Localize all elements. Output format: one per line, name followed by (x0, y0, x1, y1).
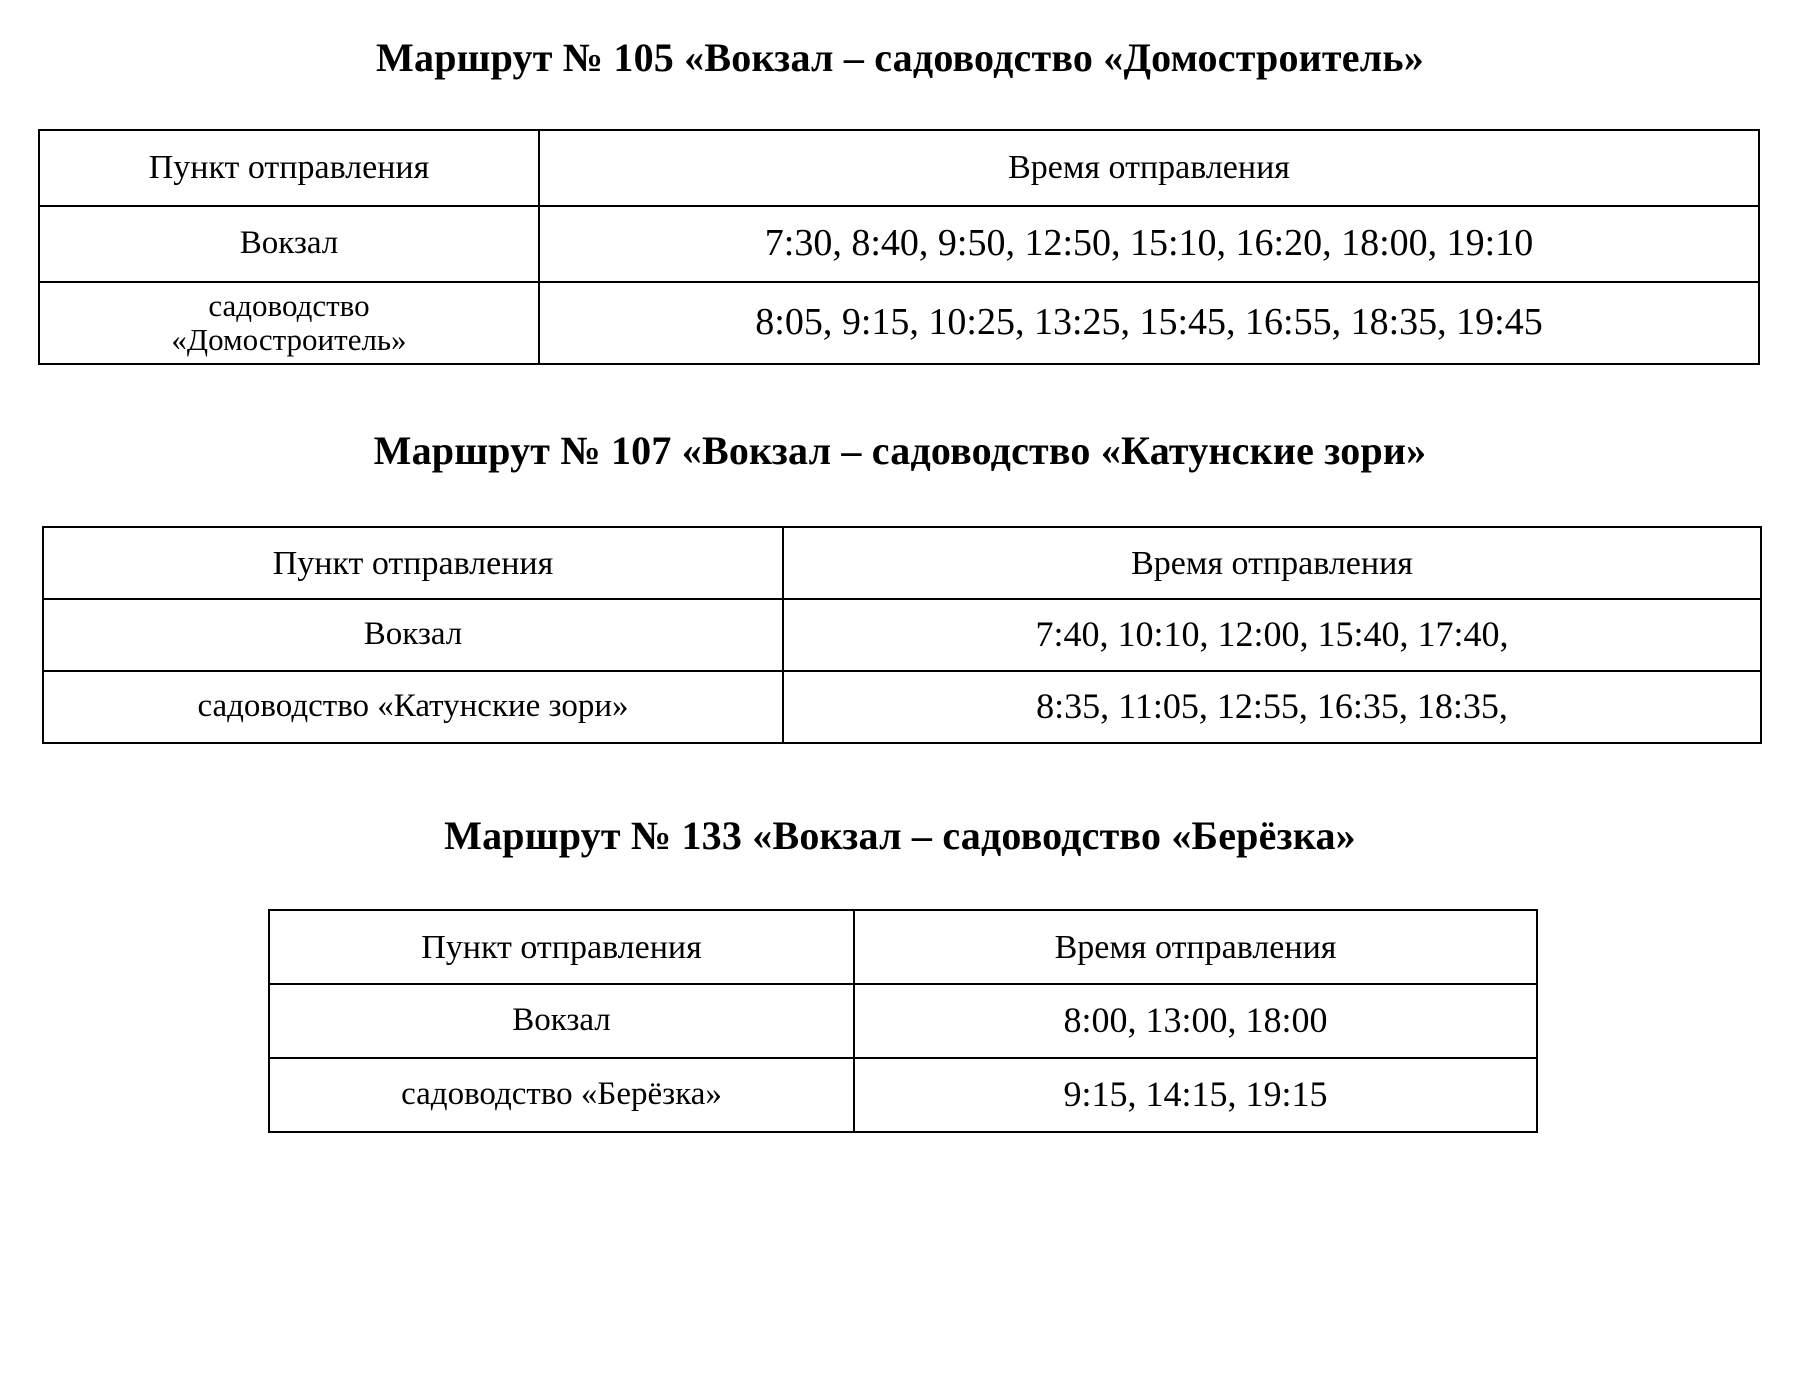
table-row (269, 1058, 1537, 1132)
departure-point: Вокзал (43, 599, 783, 671)
departure-times: 7:30, 8:40, 9:50, 12:50, 15:10, 16:20, 18:00, 19:10 (539, 206, 1759, 282)
route-title-107: Маршрут № 107 «Вокзал – садоводство «Катунские зори» (373, 428, 1427, 474)
departure-times: 8:05, 9:15, 10:25, 13:25, 15:45, 16:55, 18:35, 19:45 (539, 282, 1759, 364)
table-row (43, 671, 1761, 743)
route-title-105: Маршрут № 105 «Вокзал – садоводство «Домостроитель» (376, 35, 1424, 80)
schedule-table-107 (42, 526, 1762, 744)
table-row (43, 599, 1761, 671)
table-header-row (43, 527, 1761, 599)
table-header-row (39, 130, 1759, 206)
schedule-table-105 (38, 129, 1760, 365)
column-header-departure-point: Пункт отправления (39, 130, 539, 206)
route-title-133: Маршрут № 133 «Вокзал – садоводство «Берёзка» (444, 813, 1356, 859)
route-block-107 (0, 427, 1800, 744)
departure-times: 9:15, 14:15, 19:15 (854, 1058, 1537, 1132)
column-header-departure-point: Пункт отправления (269, 910, 854, 984)
table-row (39, 206, 1759, 282)
timetable-page (0, 18, 1800, 1383)
departure-point: Вокзал (39, 206, 539, 282)
table-row (39, 282, 1759, 364)
departure-point-line1: садоводство (208, 288, 370, 323)
column-header-departure-time: Время отправления (854, 910, 1537, 984)
route-block-133 (0, 812, 1800, 1133)
departure-point: садоводство «Катунские зори» (43, 671, 783, 743)
departure-point-line2: «Домостроитель» (171, 322, 407, 358)
table-row (269, 984, 1537, 1058)
departure-point: Вокзал (269, 984, 854, 1058)
departure-times: 7:40, 10:10, 12:00, 15:40, 17:40, (783, 599, 1761, 671)
column-header-departure-point: Пункт отправления (43, 527, 783, 599)
departure-point (39, 282, 539, 364)
table-header-row (269, 910, 1537, 984)
departure-times: 8:35, 11:05, 12:55, 16:35, 18:35, (783, 671, 1761, 743)
departure-point: садоводство «Берёзка» (269, 1058, 854, 1132)
schedule-table-133 (268, 909, 1538, 1133)
departure-times: 8:00, 13:00, 18:00 (854, 984, 1537, 1058)
column-header-departure-time: Время отправления (783, 527, 1761, 599)
route-block-105 (0, 18, 1800, 365)
column-header-departure-time: Время отправления (539, 130, 1759, 206)
